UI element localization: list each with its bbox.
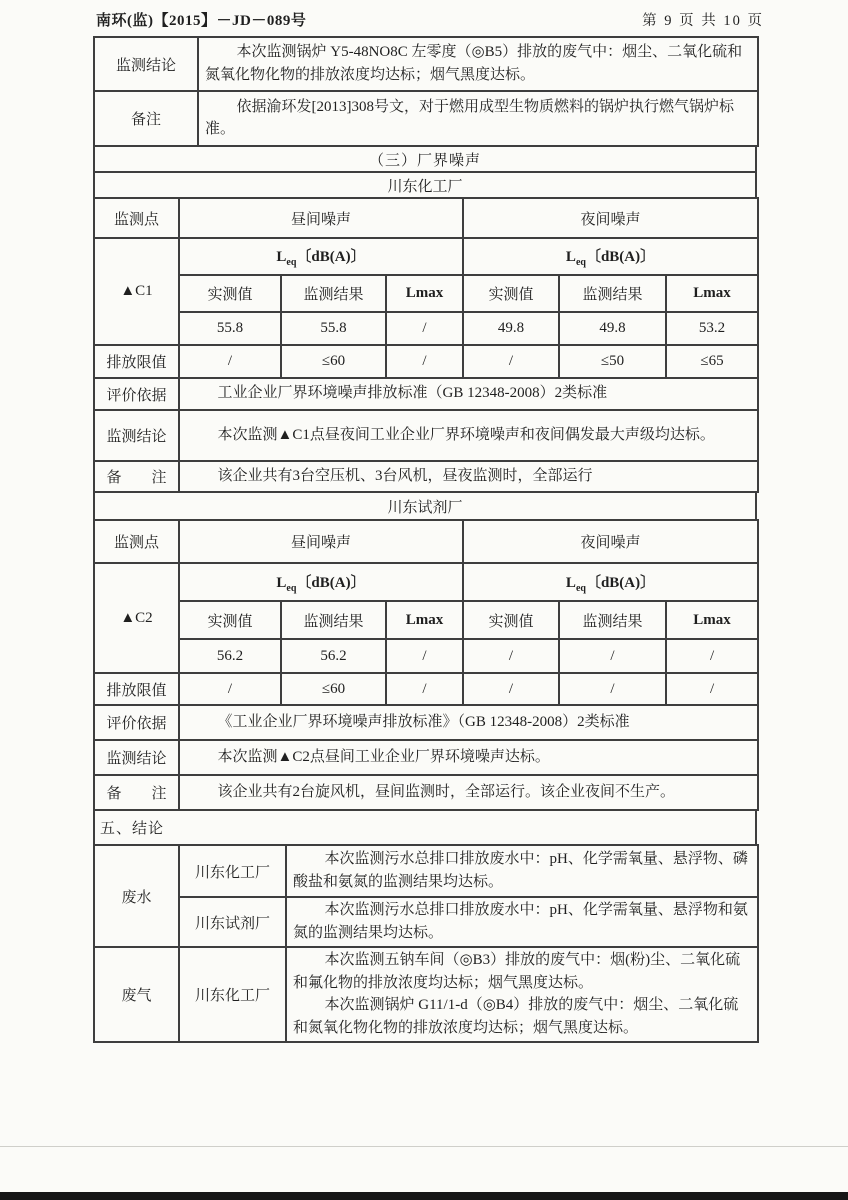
leq-unit: 〔dB(A)〕: [296, 249, 366, 265]
basis-text: 《工业企业厂界环境噪声排放标准》（GB 12348-2008）2类标准: [217, 713, 630, 730]
day-measured-header: 实测值: [179, 275, 281, 312]
table-row: [94, 146, 756, 172]
night-measured-header: 实测值: [463, 275, 559, 312]
leq-subscript: eq: [286, 582, 297, 594]
limit-night-measured: /: [463, 345, 559, 378]
scan-artifact-line: [0, 1146, 848, 1147]
night-noise-header-cell: 夜间噪声: [463, 520, 758, 563]
leq-unit: 〔dB(A)〕: [296, 574, 366, 591]
factory-name-cell: 川东化工厂: [179, 947, 286, 1042]
point-id-cell: ▲C1: [94, 238, 179, 345]
wastewater-text: 本次监测污水总排口排放废水中：pH、化学需氧量、悬浮物、磷酸盐和氨氮的监测结果均达标。: [293, 851, 748, 890]
night-measured-header: 实测值: [463, 601, 559, 639]
basis-text: 工业企业厂界环境噪声排放标准（GB 12348-2008）2类标准: [217, 385, 608, 402]
note-text: 该企业共有3台空压机、3台风机，昼夜监测时，全部运行: [217, 467, 593, 484]
day-measured-value: 55.8: [179, 312, 281, 345]
leq-symbol: L: [565, 574, 576, 591]
boiler-summary-table: [93, 36, 759, 147]
note-text: 该企业共有2台旋风机，昼间监测时，全部运行。该企业夜间不生产。: [217, 783, 676, 800]
table-row: [94, 639, 758, 673]
leq-day-header-cell: [179, 563, 463, 601]
table-row: [94, 845, 758, 897]
night-lmax-value: /: [666, 639, 758, 673]
limit-night-lmax: ≤65: [666, 345, 758, 378]
table-row: [94, 740, 758, 775]
note-text-cell: [179, 461, 758, 492]
table-row: [94, 410, 758, 461]
leq-symbol: L: [276, 249, 287, 265]
conclusion-text: 本次监测▲C1点昼夜间工业企业厂界环境噪声和夜间偶发最大声级均达标。: [217, 426, 715, 443]
table-row: [94, 897, 758, 947]
limit-day-measured: /: [179, 345, 281, 378]
table-row: [94, 492, 756, 520]
day-noise-header-cell: 昼间噪声: [179, 520, 463, 563]
conclusion-text: 本次监测锅炉 Y5-48NO8C 左零度（◎B5）排放的废气中：烟尘、二氧化硫和氮氧化物化物的排放浓度均达标；烟气黑度达标。: [205, 44, 743, 83]
night-noise-header-cell: 夜间噪声: [463, 198, 758, 238]
night-lmax-header: Lmax: [666, 275, 758, 312]
note-label-cell: 备 注: [94, 775, 179, 810]
waste-gas-label-cell: 废气: [94, 947, 179, 1042]
limit-label-cell: 排放限值: [94, 673, 179, 705]
leq-symbol: L: [276, 574, 287, 591]
table-row: [94, 775, 758, 810]
waste-gas-text-cell: [286, 947, 758, 1042]
night-measured-value: 49.8: [463, 312, 559, 345]
limit-day-lmax: /: [386, 345, 463, 378]
table-row: [94, 601, 758, 639]
day-lmax-value: /: [386, 312, 463, 345]
table-row: [94, 705, 758, 740]
table-row: [94, 312, 758, 345]
limit-day-measured: /: [179, 673, 281, 705]
factory-name-cell: 川东试剂厂: [179, 897, 286, 947]
conclusion-text-cell: [198, 37, 758, 91]
table-row: [94, 563, 758, 601]
conclusion-label-cell: 监测结论: [94, 410, 179, 461]
noise-section-title: （三）厂界噪声: [94, 146, 756, 172]
note-text-cell: [179, 775, 758, 810]
leq-unit: 〔dB(A)〕: [585, 574, 656, 591]
leq-subscript: eq: [575, 257, 586, 268]
factory2-name: 川东试剂厂: [94, 492, 756, 520]
table-row: [94, 520, 758, 563]
table-row: [94, 172, 756, 198]
conclusion-text-cell: [179, 740, 758, 775]
final-conclusion-table: [93, 844, 759, 1043]
day-result-value: 56.2: [281, 639, 386, 673]
waste-gas-paragraph: 本次监测五钠车间（◎B3）排放的废气中：烟(粉)尘、二氧化硫和氟化物的排放浓度均达标；烟气黑度达标。: [293, 952, 741, 991]
day-lmax-value: /: [386, 639, 463, 673]
limit-night-lmax: /: [666, 673, 758, 705]
limit-day-lmax: /: [386, 673, 463, 705]
leq-night-header-cell: [463, 563, 758, 601]
limit-label-cell: 排放限值: [94, 345, 179, 378]
basis-label-cell: 评价依据: [94, 378, 179, 410]
conclusion-text: 本次监测▲C2点昼间工业企业厂界环境噪声达标。: [217, 748, 550, 765]
night-result-header: 监测结果: [559, 275, 666, 312]
wastewater-label-cell: 废水: [94, 845, 179, 947]
table-row: [94, 198, 758, 238]
basis-text-cell: [179, 378, 758, 410]
factory1-name: 川东化工厂: [94, 172, 756, 198]
wastewater-text-cell: [286, 845, 758, 897]
note-text-cell: [198, 91, 758, 146]
limit-night-result: /: [559, 673, 666, 705]
wastewater-text-cell: [286, 897, 758, 947]
table-row: [94, 810, 756, 845]
day-measured-value: 56.2: [179, 639, 281, 673]
conclusion-label-cell: 监测结论: [94, 740, 179, 775]
factory-name-cell: 川东化工厂: [179, 845, 286, 897]
factory1-name-table: [93, 171, 757, 199]
night-result-value: 49.8: [559, 312, 666, 345]
factory1-noise-table: [93, 197, 759, 493]
limit-night-result: ≤50: [559, 345, 666, 378]
point-header-cell: 监测点: [94, 198, 179, 238]
table-row: [94, 345, 758, 378]
leq-subscript: eq: [286, 257, 297, 268]
table-row: [94, 37, 758, 91]
point-header-cell: 监测点: [94, 520, 179, 563]
leq-day-header-cell: [179, 238, 463, 275]
scan-edge-bar: [0, 1192, 848, 1200]
table-row: [94, 238, 758, 275]
table-row: [94, 947, 758, 1042]
night-lmax-header: Lmax: [666, 601, 758, 639]
note-text: 依据渝环发[2013]308号文，对于燃用成型生物质燃料的锅炉执行燃气锅炉标准。: [205, 98, 734, 137]
table-row: [94, 461, 758, 492]
day-measured-header: 实测值: [179, 601, 281, 639]
day-lmax-header: Lmax: [386, 275, 463, 312]
conclusion-title-table: [93, 809, 757, 846]
night-result-header: 监测结果: [559, 601, 666, 639]
day-lmax-header: Lmax: [386, 601, 463, 639]
table-row: [94, 275, 758, 312]
table-row: [94, 91, 758, 146]
factory2-noise-table: [93, 519, 759, 811]
day-noise-header-cell: 昼间噪声: [179, 198, 463, 238]
limit-night-measured: /: [463, 673, 559, 705]
table-row: [94, 673, 758, 705]
limit-day-result: ≤60: [281, 345, 386, 378]
day-result-value: 55.8: [281, 312, 386, 345]
day-result-header: 监测结果: [281, 601, 386, 639]
leq-symbol: L: [565, 249, 576, 265]
leq-night-header-cell: [463, 238, 758, 275]
night-result-value: /: [559, 639, 666, 673]
night-lmax-value: 53.2: [666, 312, 758, 345]
point-id-cell: ▲C2: [94, 563, 179, 673]
basis-text-cell: [179, 705, 758, 740]
limit-day-result: ≤60: [281, 673, 386, 705]
basis-label-cell: 评价依据: [94, 705, 179, 740]
conclusion-text-cell: [179, 410, 758, 461]
night-measured-value: /: [463, 639, 559, 673]
document-number: 南环(监)【2015】－JD－089号: [96, 13, 307, 29]
leq-subscript: eq: [575, 582, 586, 594]
conclusion-section-title: 五、结论: [94, 810, 756, 845]
table-row: [94, 378, 758, 410]
day-result-header: 监测结果: [281, 275, 386, 312]
factory2-name-table: [93, 491, 757, 521]
page-header: [96, 9, 764, 30]
note-label-cell: 备注: [94, 91, 198, 146]
noise-section-title-table: [93, 145, 757, 173]
page-number: 第 9 页 共 10 页: [642, 13, 764, 29]
leq-unit: 〔dB(A)〕: [585, 249, 656, 265]
conclusion-label-cell: 监测结论: [94, 37, 198, 91]
note-label-cell: 备 注: [94, 461, 179, 492]
wastewater-text: 本次监测污水总排口排放废水中：pH、化学需氧量、悬浮物和氨氮的监测结果均达标。: [293, 902, 748, 941]
waste-gas-paragraph: 本次监测锅炉 G11/1-d（◎B4）排放的废气中：烟尘、二氧化硫和氮氧化物化物的排放浓度均达标；烟气黑度达标。: [293, 997, 739, 1036]
